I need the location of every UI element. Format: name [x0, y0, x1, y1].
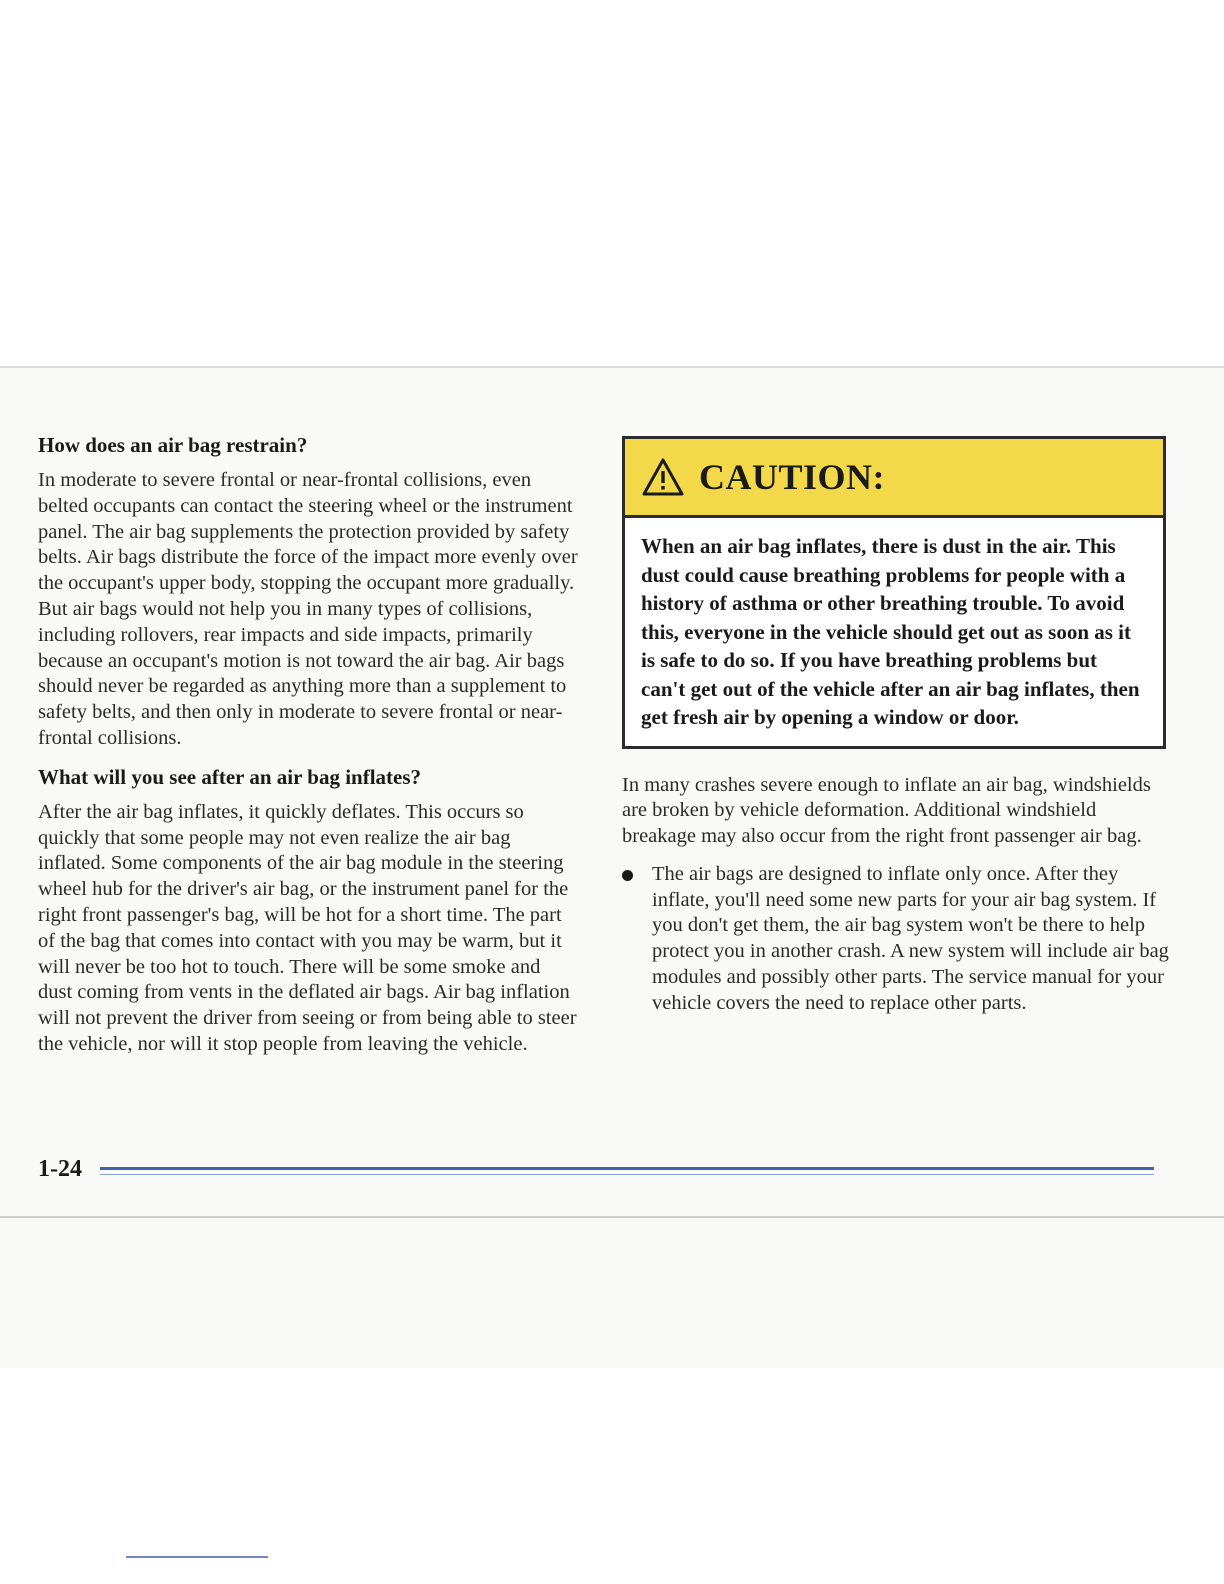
page-footer — [38, 1154, 1154, 1188]
list-item — [622, 862, 1170, 1017]
caution-box — [622, 436, 1166, 749]
footer-rule — [100, 1167, 1154, 1170]
band-bottom-divider — [0, 1216, 1224, 1218]
caution-body-text: When an air bag inflates, there is dust in the air. This dust could cause breathing problems for people with a history of asthma or other breathing trouble. To avoid this, everyone in the vehicle should get out as soon as it is safe to do so. If you have breathing problems but can't get out of the vehicle after an air bag inflates, then get fresh air by opening a window or door. — [641, 534, 1140, 729]
paragraph-air-bag-restraint: In moderate to severe frontal or near-frontal collisions, even belted occupants can contact the steering wheel or the instrument panel. The air bag supplements the protection provided by safety belts. Air bags distribute the force of the impact more evenly over the occupant's upper body, stopping the occupant more gradually. But air bags would not help you in many types of collisions, including rollovers, rear impacts and side impacts, primarily because an occupant's motion is not toward the air bag. Air bags should never be regarded as anything more than a supplement to safety belts, and then only in moderate to severe frontal or near-frontal collisions. — [38, 469, 578, 749]
warning-triangle-icon — [641, 457, 685, 497]
footer-rule-thin — [100, 1174, 1154, 1175]
right-column — [622, 436, 1170, 1017]
bullet-dot-icon — [622, 870, 633, 881]
bullet-list — [622, 862, 1170, 1017]
page-number: 1-24 — [38, 1156, 82, 1182]
heading-how-air-bag-restrains: How does an air bag restrain? — [38, 433, 308, 457]
paragraph-after-inflation: After the air bag inflates, it quickly deflates. This occurs so quickly that some people may not even realize the air bag inflated. Some components of the air bag module in the steering wheel hub for the driver's air bag, or the instrument panel for the right front passenger's bag, will be hot for a short time. The part of the bag that comes into contact with you may be warm, but it will never be too hot to touch. There will be some smoke and dust coming from vents in the deflated air bags. Air bag inflation will not prevent the driver from seeing or from being able to steer the vehicle, nor will it stop people from leaving the vehicle. — [38, 800, 577, 1055]
caution-title: CAUTION: — [699, 457, 886, 497]
paragraph-windshield-breakage: In many crashes severe enough to inflate an air bag, windshields are broken by vehicle deformation. Additional windshield breakage may also occur from the right front passenger air bag. — [622, 773, 1151, 848]
caution-header — [625, 439, 1163, 518]
bullet-text: The air bags are designed to inflate only once. After they inflate, you'll need some new parts for your air bag system. If you don't get them, the air bag system won't be there to help protect you in another crash. A new system will include air bag modules and possibly other parts. The service manual for your vehicle covers the need to replace other parts. — [652, 862, 1169, 1014]
stray-scan-mark — [126, 1556, 268, 1558]
heading-after-air-bag-inflates: What will you see after an air bag inflates? — [38, 764, 422, 789]
left-column — [38, 432, 578, 1070]
